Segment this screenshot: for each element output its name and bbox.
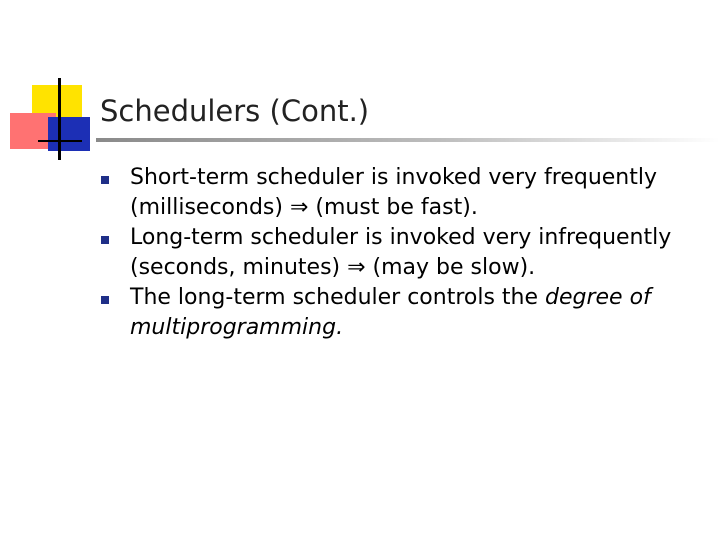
bullet-text-line: Long-term scheduler is invoked very infrequently bbox=[130, 225, 672, 250]
square-bullet-icon bbox=[101, 296, 109, 304]
decorative-blue-square bbox=[48, 117, 90, 151]
square-bullet-icon bbox=[101, 236, 109, 244]
bullet-item bbox=[96, 223, 696, 283]
decorative-horizontal-line bbox=[38, 140, 82, 142]
bullet-item bbox=[96, 163, 696, 223]
title-underline-rule bbox=[96, 138, 720, 142]
bullet-text-line: (milliseconds) ⇒ (must be fast). bbox=[130, 195, 478, 220]
bullet-list bbox=[96, 163, 696, 343]
emphasized-term: degree of bbox=[545, 285, 651, 310]
bullet-text-line: Short-term scheduler is invoked very frequently bbox=[130, 165, 658, 190]
bullet-item bbox=[96, 283, 696, 343]
decorative-vertical-line bbox=[58, 78, 61, 160]
bullet-text-line bbox=[130, 283, 696, 313]
bullet-text-line: (seconds, minutes) ⇒ (may be slow). bbox=[130, 255, 536, 280]
bullet-text: The long-term scheduler controls the bbox=[130, 285, 546, 310]
emphasized-term: multiprogramming. bbox=[130, 315, 344, 340]
square-bullet-icon bbox=[101, 176, 109, 184]
slide-title: Schedulers (Cont.) bbox=[100, 94, 370, 128]
